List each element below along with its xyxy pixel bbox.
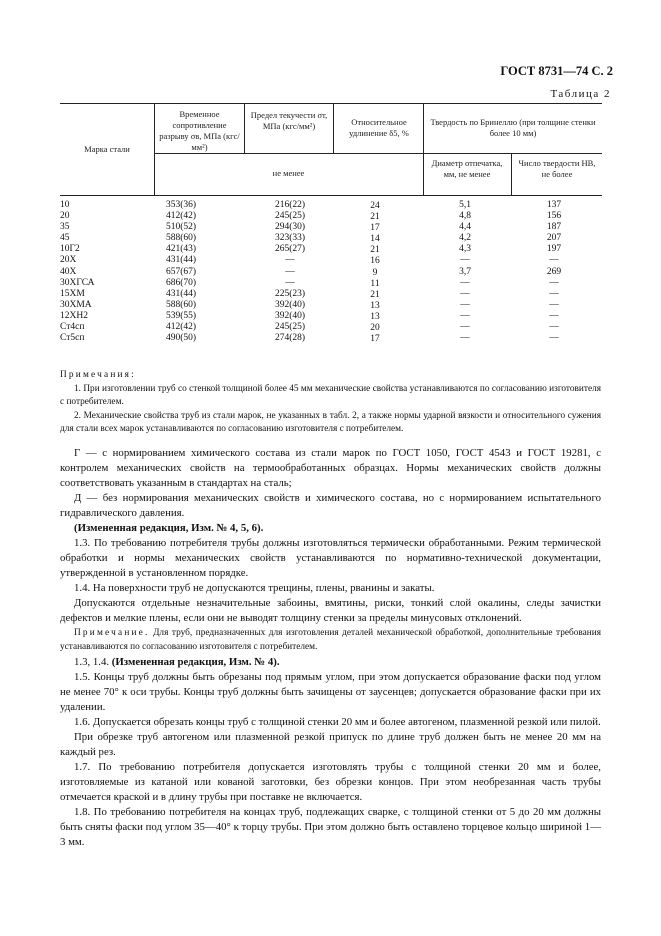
note-paragraph: [60, 627, 601, 654]
revision-note-2: [60, 655, 601, 670]
header-hardness-hb: Число твердости НВ, не более: [518, 158, 596, 179]
header-grade: Марка стали: [84, 144, 130, 154]
column-steel-grade: 10 20 35 45 10Г2 20Х 40Х 30ХГСА 15ХМ 30ХМА 12ХН2 Ст4сп Ст5сп: [60, 200, 95, 344]
revision-2-text: (Измененная редакция, Изм. № 4).: [111, 656, 280, 668]
header-brinell: Твердость по Бринеллю (при толщине стенки более 10 мм): [430, 117, 596, 138]
paragraph-1-6-b: При обрезке труб автогеном или плазменной резкой припуск по длине труб должен быть не менее 20 мм на каждый рез.: [60, 731, 601, 758]
paragraph-1-6: 1.6. Допускается обрезать концы труб с толщиной стенки 20 мм и более автогеном, плазменной резкой или пилой.: [74, 716, 601, 728]
paragraph-1-8: 1.8. По требованию потребителя на концах труб, подлежащих сварке, с толщиной стенки от 5 до 20 мм должны быть сняты фаски под углом 35—40° к торцу трубы. При этом должно быть оставлено торцевое кольцо шириной 1—3 мм.: [60, 806, 601, 848]
column-yield-strength: 216(22) 245(25) 294(30) 323(33) 265(27) — — — 225(23) 392(40) 392(40) 245(25) 274(28): [274, 200, 306, 344]
table-notes: [60, 369, 601, 437]
note-label: Примечание.: [74, 628, 150, 638]
column-imprint-diameter: 5,1 4,8 4,4 4,2 4,3 — 3,7 — — — — — —: [459, 200, 471, 344]
table-caption: Таблица 2: [550, 88, 611, 100]
body-text: [60, 446, 601, 850]
paragraph-g: Г — с нормированием химического состава из стали марок по ГОСТ 1050, ГОСТ 4543 и ГОСТ 19281, с контролем механических свойств на термообработанных образцах. Нормы механических свойств должны соответствовать указанным в стандартах на сталь;: [60, 447, 601, 489]
properties-table: [60, 103, 602, 361]
paragraph-d: Д — без нормирования механических свойств и химического состава, но с нормированием испытательного гидравлического давления.: [60, 492, 601, 519]
paragraph-1-5: 1.5. Концы труб должны быть обрезаны под прямым углом, при этом допускается образование фаски под углом не менее 70° к оси трубы. Концы труб должны быть зачищены от заусенцев; допускается образование фаски при их удалении.: [60, 671, 601, 713]
column-tensile-strength: 353(36) 412(42) 510(52) 588(60) 421(43) 431(44) 657(67) 686(70) 431(44) 588(60) 539(55) 412(42) 490(50): [166, 200, 197, 344]
revision-2-prefix: 1.3, 1.4.: [74, 656, 112, 668]
paragraph-1-4: 1.4. На поверхности труб не допускаются трещины, плены, рванины и закаты.: [74, 582, 435, 594]
note-1: 1. При изготовлении труб со стенкой толщиной более 45 мм механические свойства устанавливаются по согласованию изготовителя с потребителем.: [60, 383, 601, 407]
header-not-less: не менее: [272, 168, 305, 178]
header-yield: Предел текучести σт, МПа (кгс/мм²): [250, 110, 328, 131]
revision-note-1: (Измененная редакция, Изм. № 4, 5, 6).: [74, 522, 264, 534]
page-reference: ГОСТ 8731—74 С. 2: [500, 64, 613, 78]
paragraph-1-4-b: Допускаются отдельные незначительные забоины, вмятины, риски, тонкий слой окалины, следы зачистки дефектов и мелкие плены, если они не выводят толщину стенки за пределы минусовых отклонений.: [60, 597, 601, 624]
notes-title: Примечания:: [60, 370, 136, 380]
paragraph-1-7: 1.7. По требованию потребителя допускается изготовлять трубы с толщиной стенки 20 мм и более, изготовляемые из катаной или кованой заготовки, без обрезки концов. При этом необрезанная часть трубы отмечается краской и в длину трубы при поставке не включается.: [60, 761, 601, 803]
column-hardness-hb: 137 156 187 207 197 — 269 — — — — — —: [546, 200, 562, 344]
column-elongation: 24 21 17 14 21 16 9 11 21 13 13 20 17: [370, 201, 380, 345]
header-elongation: Относительное удлинение δ5, %: [349, 117, 409, 138]
note-text: Для труб, предназначенных для изготовления деталей механической обработкой, дополнительные требования устанавливаются по согласованию изготовителя с потребителем.: [60, 628, 601, 652]
header-imprint-diameter: Диаметр отпечатка, мм, не менее: [431, 158, 503, 179]
paragraph-1-3: 1.3. По требованию потребителя трубы должны изготовляться термически обработанными. Режим термической обработки и нормы механических свойств устанавливаются по нормативно-технической документации, утвержденной в установленном порядке.: [60, 537, 601, 579]
note-2: 2. Механические свойства труб из стали марок, не указанных в табл. 2, а также нормы ударной вязкости и относительного сужения для стали всех марок устанавливаются по согласованию изготовителя с потребителем.: [60, 410, 601, 434]
header-tensile: Временное сопротивление разрыву σв, МПа (кгс/мм²): [159, 109, 240, 152]
